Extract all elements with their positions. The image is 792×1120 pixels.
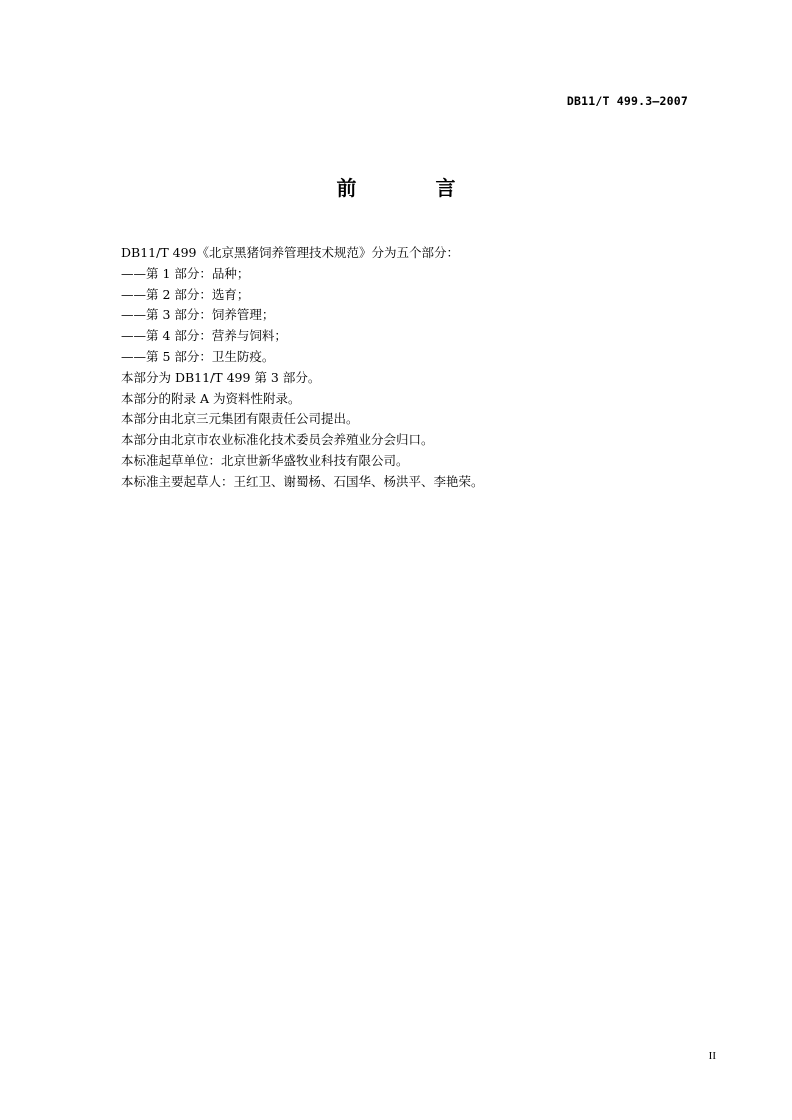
drafting-unit-line: 本标准起草单位：北京世新华盛牧业科技有限公司。: [121, 452, 409, 468]
part-4-line: ——第 4 部分：营养与饲料；: [121, 328, 287, 344]
foreword-body: [121, 243, 681, 493]
part-2-line: ——第 2 部分：选育；: [121, 286, 250, 302]
part-3-line: ——第 3 部分：饲养管理；: [121, 307, 275, 323]
proposer-line: 本部分由北京三元集团有限责任公司提出。: [121, 411, 359, 427]
part-5-line: ——第 5 部分：卫生防疫。: [121, 348, 275, 364]
administrator-line: 本部分由北京市农业标准化技术委员会养殖业分会归口。: [121, 432, 434, 448]
this-part-line: 本部分为 DB11/T 499 第 3 部分。: [121, 369, 321, 385]
page-number: II: [708, 1050, 716, 1062]
part-1-line: ——第 1 部分：品种；: [121, 265, 250, 281]
appendix-line: 本部分的附录 A 为资料性附录。: [121, 390, 301, 406]
drafters-line: 本标准主要起草人：王红卫、谢蜀杨、石国华、杨洪平、李艳荣。: [121, 473, 484, 489]
standard-code: DB11/T 499.3—2007: [566, 94, 688, 108]
intro-line: DB11/T 499《北京黑猪饲养管理技术规范》分为五个部分：: [121, 245, 459, 260]
page-title: 前 言: [336, 176, 492, 200]
